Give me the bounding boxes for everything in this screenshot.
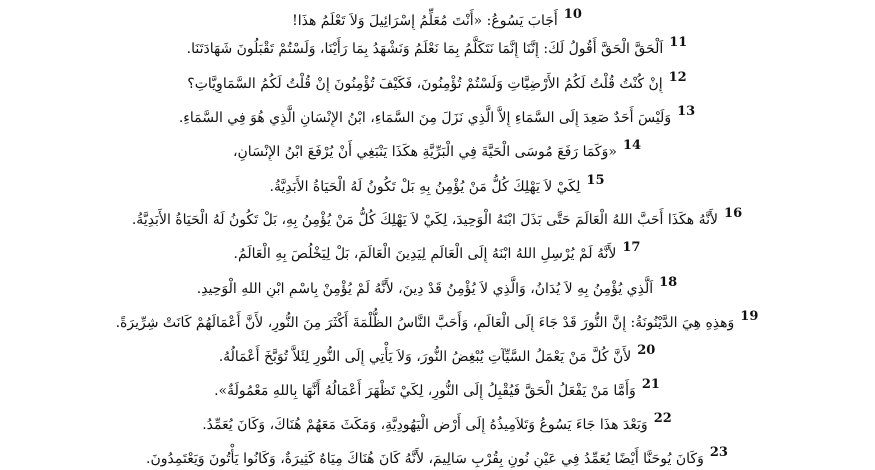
verse-text: لأَنَّهُ هكَذَا أَحَبَّ اللهُ الْعَالَمَ حَتَّى بَذَلَ ابْنَهُ الْوَحِيدَ، لِكَيْ لاَ يَهْلِكَ كُلُّ مَنْ يُؤْمِنُ بِهِ، بَلْ تَكُونُ لَهُ الْحَيَاةُ الأَبَدِيَّةُ. [131, 212, 719, 228]
verse-number: 15 [586, 173, 605, 188]
verse-number: 22 [653, 411, 672, 426]
verse-text: لِكَيْ لاَ يَهْلِكَ كُلُّ مَنْ يُؤْمِنُ بِهِ بَلْ تَكُونُ لَهُ الْحَيَاةُ الأَبَدِيَّةُ. [269, 179, 581, 195]
verse-number: 17 [622, 240, 641, 255]
verse-number: 12 [668, 70, 687, 85]
verse-text: أَجَابَ يَسُوعُ: «أَنْتَ مُعَلِّمُ إِسْرَائِيلَ وَلاَ تَعْلَمُ هذَا! [292, 13, 558, 29]
verse-17 [6, 233, 868, 263]
verse-number: 18 [659, 275, 678, 290]
verse-text: إِنْ كُنْتُ قُلْتُ لَكُمُ الأَرْضِيَّاتِ وَلَسْتُمْ تُؤْمِنُونَ، فَكَيْفَ تُؤْمِنُونَ إِنْ قُلْتُ لَكُمُ السَّمَاوِيَّاتِ؟ [187, 76, 663, 92]
verse-21 [6, 370, 868, 400]
verse-text: وَكَانَ يُوحَنَّا أَيْضًا يُعَمِّدُ فِي عَيْنِ نُونٍ بِقُرْبِ سَالِيمَ، لأَنَّهُ كَانَ هُنَاكَ مِيَاهٌ كَثِيرَةٌ، وَكَانُوا يَأْتُونَ وَيَعْتَمِدُونَ. [146, 451, 704, 467]
verse-text: وَأَمَّا مَنْ يَفْعَلُ الْحَقَّ فَيُقْبِلُ إِلَى النُّورِ، لِكَيْ تَظْهَرَ أَعْمَالُهُ أَنَّهَا بِاللهِ مَعْمُولَةٌ». [214, 383, 636, 399]
verse-20 [6, 336, 868, 366]
verse-text: لأَنَّ كُلَّ مَنْ يَعْمَلُ السَّيِّآتِ يُبْغِضُ النُّورَ، وَلاَ يَأْتِي إِلَى النُّورِ لِئَلاَّ تُوَبَّخَ أَعْمَالُهُ. [218, 349, 632, 365]
verse-18 [6, 268, 868, 298]
verse-22 [6, 404, 868, 434]
verse-text: «وَكَمَا رَفَعَ مُوسَى الْحَيَّةَ فِي الْبَرِّيَّةِ هكَذَا يَنْبَغِي أَنْ يُرْفَعَ ابْنُ الإِنْسَانِ، [232, 144, 617, 160]
verse-number: 20 [637, 343, 656, 358]
verse-number: 16 [724, 206, 743, 221]
verse-19 [6, 302, 868, 332]
verse-text: لأَنَّهُ لَمْ يُرْسِلِ اللهُ ابْنَهُ إِلَى الْعَالَمِ لِيَدِينَ الْعَالَمَ، بَلْ لِيَخْلُصَ بِهِ الْعَالَمُ. [233, 246, 617, 262]
verse-12 [6, 63, 868, 93]
verse-16 [6, 199, 868, 229]
verse-number: 13 [677, 104, 696, 119]
verse-number: 21 [641, 377, 660, 392]
verse-11 [6, 28, 868, 58]
verse-text: وَهذِهِ هِيَ الدَّيْنُونَةُ: إِنَّ النُّورَ قَدْ جَاءَ إِلَى الْعَالَمِ، وَأَحَبَّ النَّاسُ الظُّلْمَةَ أَكْثَرَ مِنَ النُّورِ، لأَنَّ أَعْمَالَهُمْ كَانَتْ شِرِّيرَةً. [115, 315, 735, 331]
verse-text: وَلَيْسَ أَحَدٌ صَعِدَ إِلَى السَّمَاءِ إِلاَّ الَّذِي نَزَلَ مِنَ السَّمَاءِ، ابْنُ الإِنْسَانِ الَّذِي هُوَ فِي السَّمَاءِ. [178, 110, 672, 126]
verse-number: 11 [669, 35, 688, 50]
verse-13 [6, 97, 868, 127]
verse-number: 10 [563, 7, 582, 22]
verse-14 [6, 131, 868, 161]
verse-15 [6, 166, 868, 196]
verse-23 [6, 438, 868, 468]
verse-number: 23 [709, 445, 728, 460]
verse-text: اَلْحَقَّ الْحَقَّ أَقُولُ لَكَ: إِنَّنَا إِنَّمَا نَتَكَلَّمُ بِمَا نَعْلَمُ وَنَشْهَدُ بِمَا رَأَيْنَا، وَلَسْتُمْ تَقْبَلُونَ شَهَادَتَنَا. [186, 41, 664, 57]
verse-10 [6, 0, 868, 30]
verse-number: 14 [622, 138, 642, 153]
verse-number: 19 [740, 309, 759, 324]
verse-text: وَبَعْدَ هذَا جَاءَ يَسُوعُ وَتَلاَمِيذُهُ إِلَى أَرْضِ الْيَهُودِيَّةِ، وَمَكَثَ مَعَهُمْ هُنَاكَ، وَكَانَ يُعَمِّدُ. [202, 417, 648, 433]
verse-text: اَلَّذِي يُؤْمِنُ بِهِ لاَ يُدَانُ، وَالَّذِي لاَ يُؤْمِنُ قَدْ دِينَ، لأَنَّهُ لَمْ يُؤْمِنْ بِاسْمِ ابْنِ اللهِ الْوَحِيدِ. [196, 281, 654, 297]
